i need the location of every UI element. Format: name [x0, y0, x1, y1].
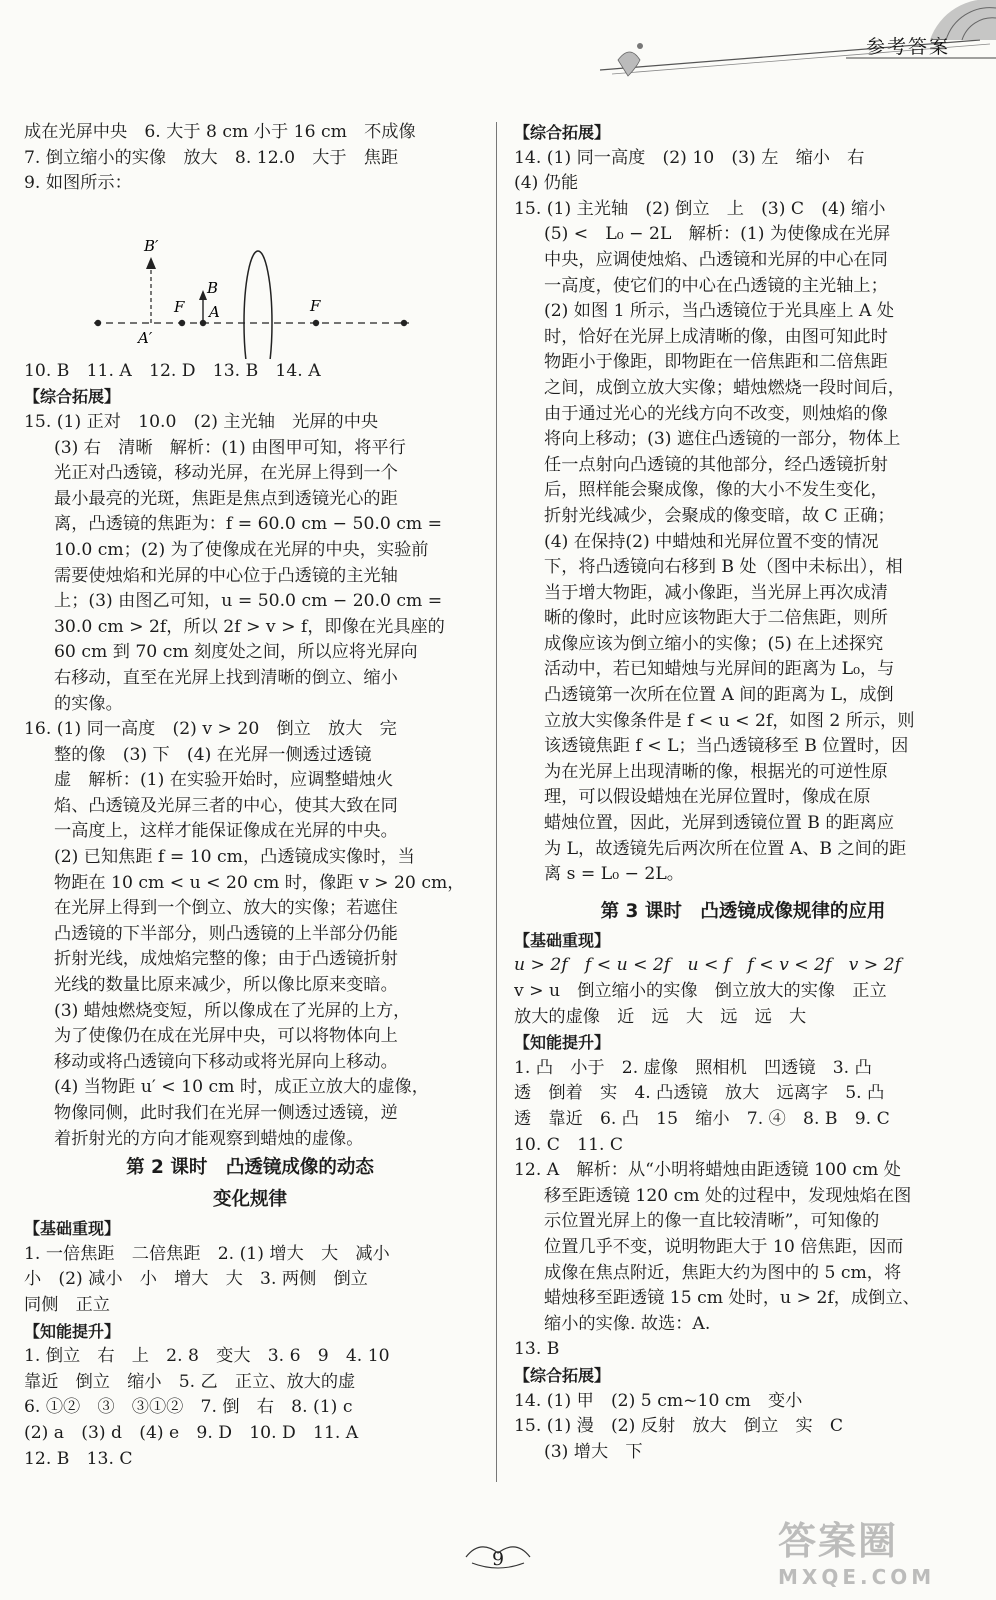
answer-line: 15. (1) 主光轴 (2) 倒立 上 (3) C (4) 缩小	[514, 198, 886, 219]
answer-line: 右移动，直至在光屏上找到清晰的倒立、缩小	[54, 667, 398, 688]
answer-line: 物距小于像距，即物距在一倍焦距和二倍焦距	[544, 352, 888, 373]
lens-diagram	[24, 197, 476, 359]
answer-line: 整的像 (3) 下 (4) 在光屏一侧透过透镜	[54, 744, 372, 765]
answer-line: (3) 增大 下	[544, 1441, 643, 1462]
answer-line: 成在光屏中央 6. 大于 8 cm 小于 16 cm 不成像	[24, 122, 416, 142]
answer-line: 着折射光的方向才能观察到蜡烛的虚像。	[54, 1128, 364, 1149]
answer-line: 同侧 正立	[24, 1294, 110, 1315]
watermark-url: MXQE.COM	[778, 1565, 936, 1589]
answer-line: 晰的像时，此时应该物距大于二倍焦距，则所	[544, 608, 888, 629]
header-ornament-icon	[0, 0, 996, 110]
answer-line: 将向上移动；(3) 遮住凸透镜的一部分，物体上	[544, 429, 901, 450]
answer-line: (3) 蜡烛燃烧变短，所以像成在了光屏的上方，	[54, 1000, 411, 1021]
answer-line: 16. (1) 同一高度 (2) v > 20 倒立 放大 完	[24, 719, 397, 740]
answer-line: 10.0 cm；(2) 为了使像成在光屏的中央，实验前	[54, 539, 429, 560]
diagram-label: B′	[144, 236, 159, 255]
answer-line: (5) < L₀ − 2L 解析：(1) 为使像成在光屏	[544, 224, 891, 245]
answer-line: 小 (2) 减小 小 增大 大 3. 两侧 倒立	[24, 1269, 368, 1290]
left-column	[24, 120, 476, 1472]
answer-line: 焰、凸透镜及光屏三者的中心，使其大致在同	[54, 795, 398, 816]
answer-line: 缩小的实像. 故选：A.	[544, 1313, 711, 1334]
page-number: 9	[491, 1548, 505, 1570]
answer-line: 最小最亮的光斑，焦距是焦点到透镜光心的距	[54, 488, 398, 509]
answer-line: 光线的数量比原来减少，所以像比原来变暗。	[54, 975, 398, 996]
answer-line: 12. A 解析：从“小明将蜡烛由距透镜 100 cm 处	[514, 1160, 901, 1181]
page-header	[0, 0, 996, 110]
answer-line: 虚 解析：(1) 在实验开始时，应调整蜡烛火	[54, 770, 394, 791]
answer-line: 9. 如图所示：	[24, 173, 132, 194]
answer-line: 凸透镜第一次所在位置 A 间的距离为 L，成倒	[544, 685, 894, 706]
answer-line: 由于通过光心的光线方向不改变，则烛焰的像	[544, 403, 888, 424]
convex-lens-ray-diagram	[24, 197, 476, 359]
answer-line: 物距在 10 cm < u < 20 cm 时，像距 v > 20 cm，	[54, 872, 465, 893]
answer-line: 光正对凸透镜，移动光屏，在光屏上得到一个	[54, 463, 398, 484]
arrowhead-icon	[199, 290, 207, 300]
answer-line: 12. B 13. C	[24, 1448, 133, 1469]
lesson-3-title: 第 3 课时 凸透镜成像规律的应用	[600, 900, 886, 922]
answer-line: (2) a (3) d (4) e 9. D 10. D 11. A	[24, 1422, 359, 1443]
convex-lens	[244, 251, 272, 359]
section-heading: 【基础重现】	[24, 1219, 121, 1239]
answer-line: 蜡烛位置，因此，光屏到透镜位置 B 的距离应	[544, 813, 895, 834]
answer-line: 透 靠近 6. 凸 15 缩小 7. ④ 8. B 9. C	[514, 1108, 890, 1129]
answer-line: 60 cm 到 70 cm 刻度处之间，所以应将光屏向	[54, 642, 418, 663]
answer-line: 成像在焦点附近，焦距大约为图中的 5 cm，将	[544, 1262, 902, 1283]
column-divider	[496, 122, 497, 1482]
answer-line: 折射光线，成烛焰完整的像；由于凸透镜折射	[54, 949, 398, 970]
answer-line: 蜡烛移至距透镜 15 cm 处时，u > 2f，成倒立、	[544, 1288, 920, 1309]
answer-line: 6. ①② ③ ③①② 7. 倒 右 8. (1) c	[24, 1397, 353, 1418]
answer-line: 任一点射向凸透镜的其他部分，经凸透镜折射	[544, 454, 888, 475]
answer-line: 示位置光屏上的像一直比较清晰”，可知像的	[544, 1211, 880, 1232]
answer-line: 移动或将凸透镜向下移动或将光屏向上移动。	[54, 1051, 398, 1072]
answer-line: (2) 如图 1 所示，当凸透镜位于光具座上 A 处	[544, 301, 895, 322]
answer-line: (4) 当物距 u′ < 10 cm 时，成正立放大的虚像，	[54, 1077, 429, 1098]
answer-line: 当于增大物距，减小像距，当光屏上再次成清	[544, 582, 888, 603]
answer-line: 物像同侧，此时我们在光屏一侧透过透镜，逆	[54, 1103, 398, 1123]
answer-line: 需要使烛焰和光屏的中心位于凸透镜的主光轴	[54, 565, 398, 586]
answer-line: 一高度，使它们的中心在凸透镜的主光轴上；	[544, 275, 888, 296]
answer-line: (2) 已知焦距 f = 10 cm，凸透镜成实像时，当	[54, 847, 415, 868]
answer-line: 透 倒着 实 4. 凸透镜 放大 远离字 5. 凸	[514, 1083, 885, 1104]
answer-line: 位置几乎不变，说明物距大于 10 倍焦距，因而	[544, 1236, 904, 1257]
answer-line: u > 2f f < u < 2f u < f f < v < 2f v > 2f	[514, 955, 901, 976]
section-heading: 【综合拓展】	[514, 1365, 611, 1385]
focus-point-left	[179, 320, 185, 326]
answer-line: 1. 倒立 右 上 2. 8 变大 3. 6 9 4. 10	[24, 1346, 390, 1367]
answer-line: 1. 凸 小于 2. 虚像 照相机 凹透镜 3. 凸	[514, 1057, 872, 1078]
answer-line: 10. C 11. C	[514, 1134, 624, 1155]
answer-line: 一高度上，这样才能保证像成在光屏的中央。	[54, 821, 398, 842]
answer-line: 的实像。	[54, 693, 123, 714]
answer-line: 时，恰好在光屏上成清晰的像，由图可知此时	[544, 326, 888, 347]
section-heading: 【知能提升】	[24, 1321, 121, 1341]
lesson-2-title: 第 2 课时 凸透镜成像的动态	[126, 1157, 374, 1179]
header-title: 参考答案	[866, 36, 951, 58]
answer-line: 放大的虚像 近 远 大 远 远 大	[514, 1006, 807, 1027]
answer-line: 靠近 倒立 缩小 5. 乙 正立、放大的虚	[24, 1371, 356, 1392]
watermark-text: 答案圈	[778, 1519, 899, 1563]
answer-line: 在光屏上得到一个倒立、放大的实像；若遮住	[54, 898, 398, 919]
answer-line: 13. B	[514, 1339, 560, 1360]
answer-line: v > u 倒立缩小的实像 倒立放大的实像 正立	[514, 981, 887, 1001]
answer-line: 移至距透镜 120 cm 处的过程中，发现烛焰在图	[544, 1185, 912, 1206]
diagram-label: A′	[138, 328, 153, 347]
answer-line: 理，可以假设蜡烛在光屏位置时，像成在原	[544, 787, 871, 808]
answer-line: 凸透镜的下半部分，则凸透镜的上半部分仍能	[54, 923, 398, 944]
answer-line: 离 s = L₀ − 2L。	[544, 864, 684, 885]
section-heading: 【知能提升】	[514, 1033, 611, 1053]
answer-line: (3) 右 清晰 解析：(1) 由图甲可知，将平行	[54, 437, 406, 458]
answer-line: 中央，应调使烛焰、凸透镜和光屏的中心在同	[544, 249, 888, 270]
answer-line: 30.0 cm > 2f，所以 2f > v > f，即像在光具座的	[54, 616, 445, 637]
answer-line: 为了使像仍在成在光屏中央，可以将物体向上	[54, 1026, 398, 1047]
section-heading: 【基础重现】	[514, 930, 611, 950]
watermark-logo	[778, 1510, 978, 1590]
answer-line: (4) 在保持(2) 中蜡烛和光屏位置不变的情况	[544, 531, 879, 552]
answer-line: 为 L，故透镜先后两次所在位置 A、B 之间的距	[544, 838, 907, 859]
answer-line: 离，凸透镜的焦距为：f = 60.0 cm − 50.0 cm =	[54, 514, 443, 535]
answer-line: 立放大实像条件是 f < u < 2f，如图 2 所示，则	[544, 710, 915, 731]
answer-line: 折射光线减少，会聚成的像变暗，故 C 正确；	[544, 505, 895, 526]
answer-line: 该透镜焦距 f < L；当凸透镜移至 B 位置时，因	[544, 736, 909, 757]
answer-line: (4) 仍能	[514, 173, 579, 194]
diagram-label: F	[174, 297, 185, 316]
lesson-2-subtitle: 变化规律	[212, 1189, 287, 1211]
answer-line: 后，照样能会聚成像，像的大小不发生变化，	[544, 480, 888, 501]
answer-line: 15. (1) 正对 10.0 (2) 主光轴 光屏的中央	[24, 411, 379, 432]
answer-line: 10. B 11. A 12. D 13. B 14. A	[24, 360, 321, 381]
answer-line: 为在光屏上出现清晰的像，根据光的可逆性原	[544, 761, 888, 782]
section-heading: 【综合拓展】	[24, 387, 121, 407]
answer-line: 下，将凸透镜向右移到 B 处（图中未标出），相	[544, 557, 903, 578]
answer-line: 活动中，若已知蜡烛与光屏间的距离为 L₀，与	[544, 659, 895, 680]
axis-end-dot	[95, 320, 101, 326]
answer-line: 成像应该为倒立缩小的实像；(5) 在上述探究	[544, 633, 884, 654]
section-heading: 【综合拓展】	[514, 123, 611, 142]
answer-line: 上；(3) 由图乙可知，u = 50.0 cm − 20.0 cm =	[54, 591, 443, 612]
answer-line: 之间，成倒立放大实像；蜡烛燃烧一段时间后，	[544, 377, 905, 398]
answer-line: 7. 倒立缩小的实像 放大 8. 12.0 大于 焦距	[24, 147, 399, 168]
answer-line: 14. (1) 甲 (2) 5 cm~10 cm 变小	[514, 1390, 803, 1411]
diagram-label: B	[207, 278, 219, 297]
focus-point-right	[313, 320, 319, 326]
axis-end-dot	[401, 320, 407, 326]
answer-line: 15. (1) 漫 (2) 反射 放大 倒立 实 C	[514, 1416, 844, 1437]
diagram-label: F	[310, 296, 321, 315]
right-column	[514, 120, 972, 1465]
arrowhead-icon	[146, 257, 156, 269]
answer-line: 14. (1) 同一高度 (2) 10 (3) 左 缩小 右	[514, 147, 865, 168]
answer-line: 1. 一倍焦距 二倍焦距 2. (1) 增大 大 减小	[24, 1243, 390, 1264]
diagram-label: A	[209, 302, 220, 321]
